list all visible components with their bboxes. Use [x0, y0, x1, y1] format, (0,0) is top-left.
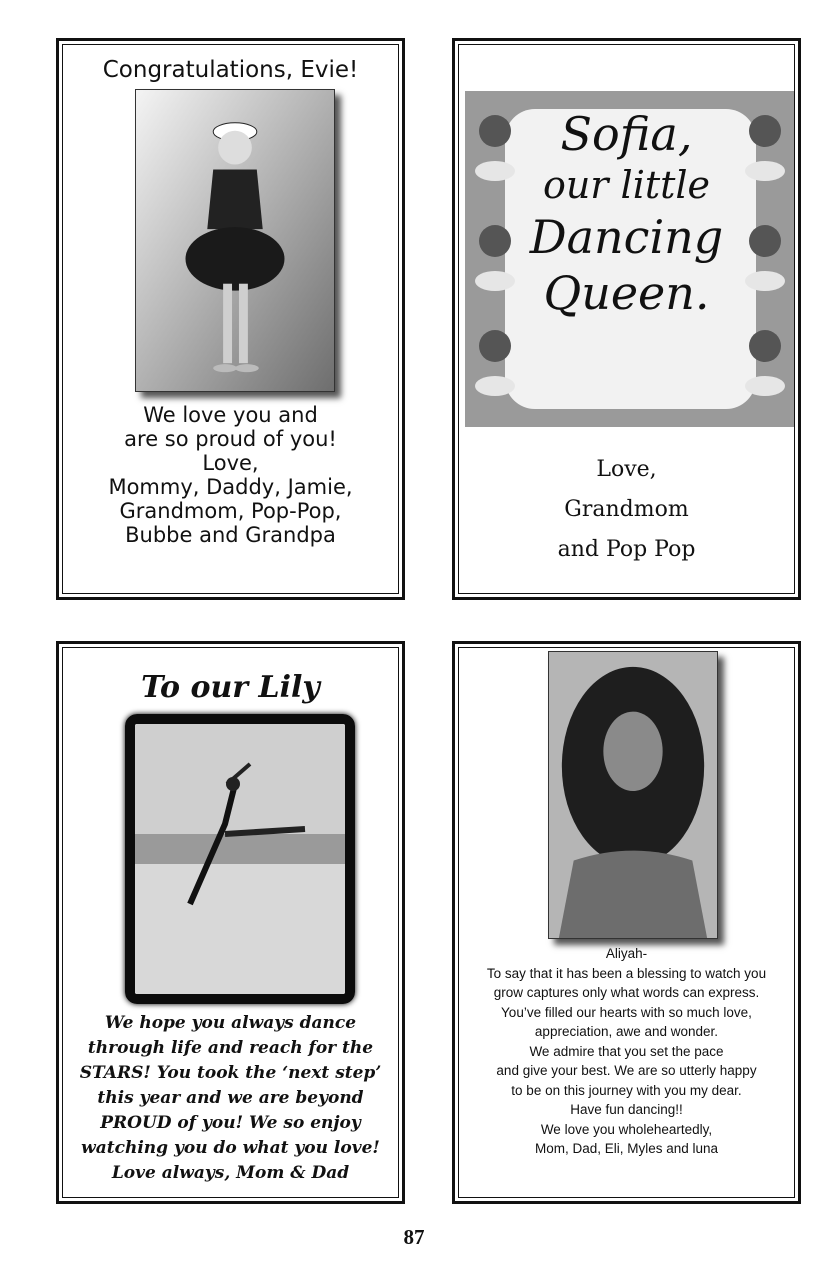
ad-evie-title: Congratulations, Evie!: [102, 57, 359, 83]
photo-aliyah-portrait: [548, 651, 718, 939]
ad-sofia-message: Love, Grandmom and Pop Pop: [557, 457, 696, 562]
ad-aliyah-frame: [458, 647, 795, 1198]
photo-dancer-leaping-beach: [125, 714, 355, 1004]
ad-lily-frame: [62, 647, 399, 1198]
photo-girl-sailor-costume: [135, 89, 335, 392]
ad-aliyah: [452, 641, 801, 1204]
ad-sofia-frame: [458, 44, 795, 594]
ad-sofia: [452, 38, 801, 600]
ad-sofia-title-line: Queen.: [543, 266, 710, 320]
ad-aliyah-message: Aliyah- To say that it has been a blessing to watch you grow captures only what words can express. You’ve filled our hearts with so much love, appreciation, awe and wonder. We admire that you set the pace and give your best. We are so utterly happy to be on this journey with you my dear. Have fun dancing!! We love you wholeheartedly, Mom, Dad, Eli, Myles and luna: [486, 946, 767, 1156]
ad-sofia-title-line: Dancing: [529, 210, 724, 264]
ad-evie-message: We love you and are so proud of you! Love, Mommy, Daddy, Jamie, Grandmom, Pop-Pop, Bubbe and Grandpa: [108, 403, 353, 547]
ad-lily-message: We hope you always dance through life and reach for the STARS! You took the ‘next step’ this year and we are beyond PROUD of you! We so enjoy watching you do what you love! Love always, Mom & Dad: [79, 1013, 382, 1183]
ad-sofia-title-line: Sofia,: [560, 107, 693, 161]
ad-evie-frame: [62, 44, 399, 594]
ad-lily-title: To our Lily: [141, 670, 320, 705]
page-number: 87: [403, 1225, 425, 1249]
ad-lily: [56, 641, 405, 1204]
ad-evie: [56, 38, 405, 600]
ad-sofia-title: [459, 107, 794, 321]
ad-sofia-title-line: our little: [542, 163, 711, 207]
